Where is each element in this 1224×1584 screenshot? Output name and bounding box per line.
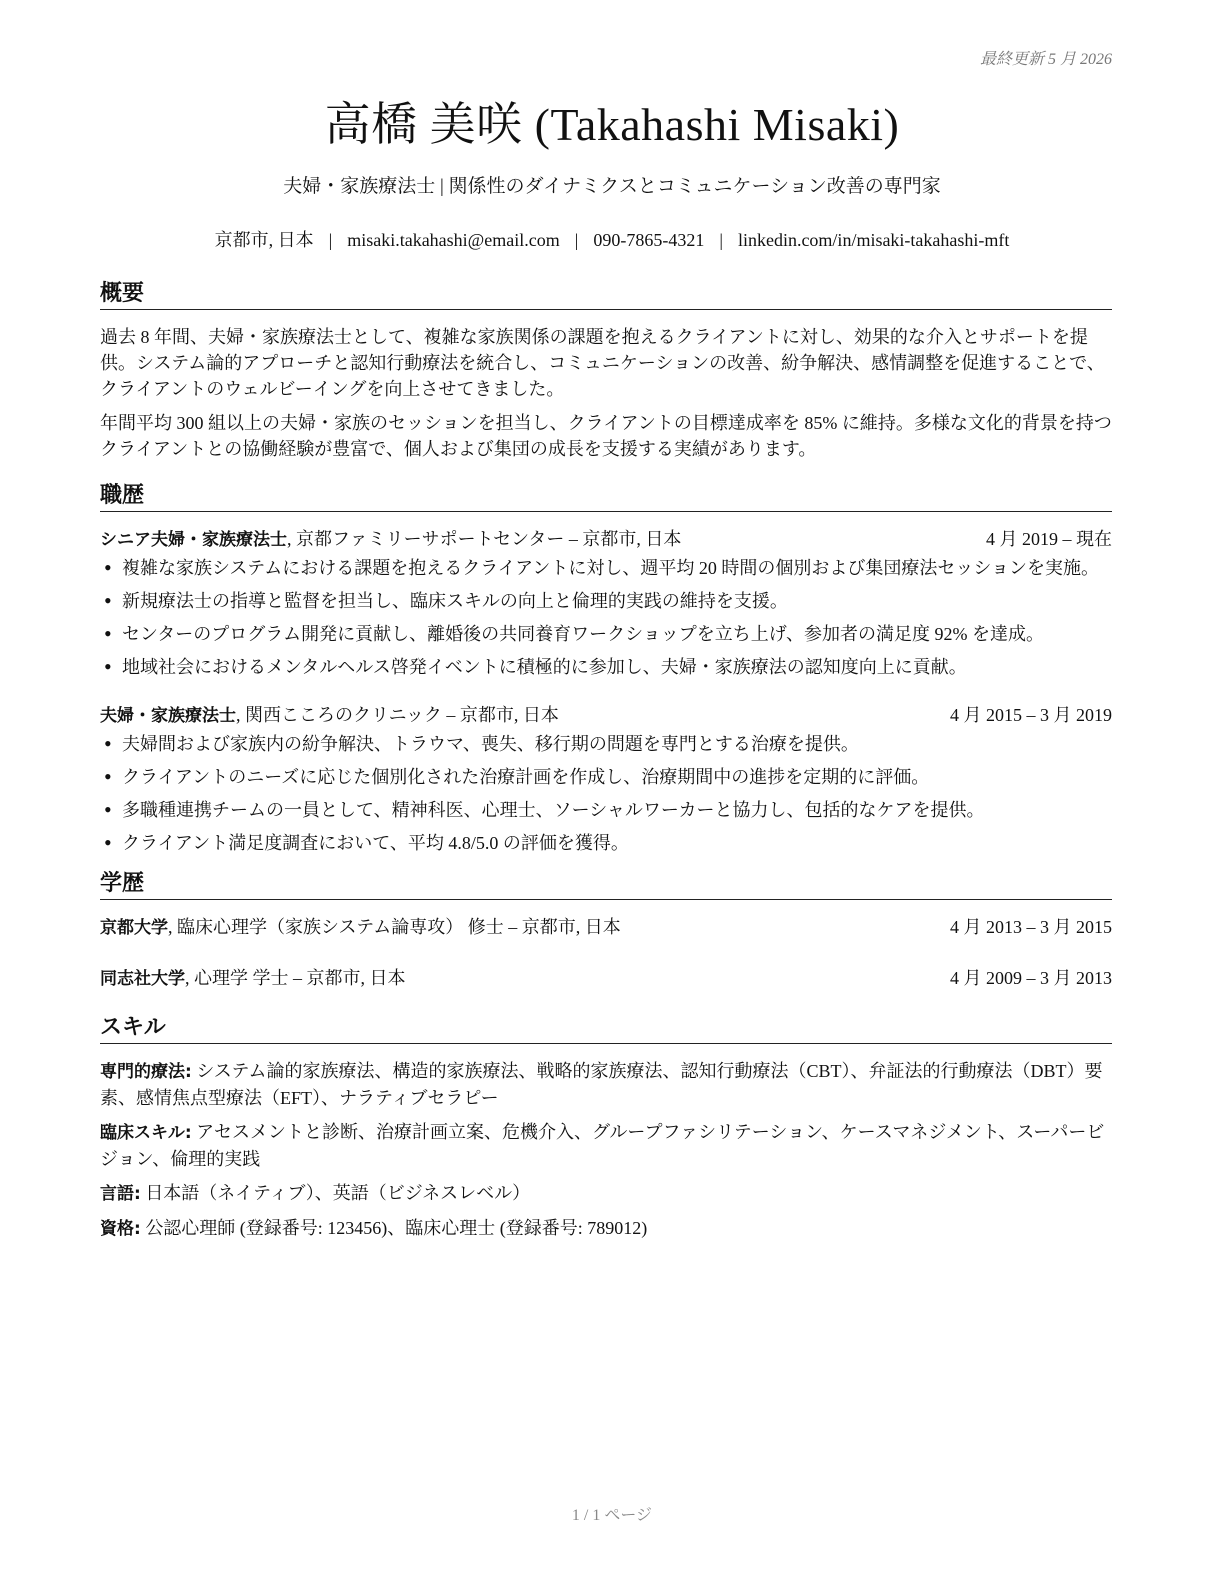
separator: | [328,230,333,250]
skill-label: 臨床スキル: [100,1123,192,1143]
school-name: 京都大学 [100,918,168,938]
skill-text: 公認心理師 (登録番号: 123456)、臨床心理士 (登録番号: 789012) [140,1218,648,1238]
list-item: • 夫婦間および家族内の紛争解決、トラウマ、喪失、移行期の問題を専門とする治療を提供。 [100,731,1112,757]
education-detail: , 心理学 学士 – 京都市, 日本 [185,968,406,988]
resume-content [100,276,1112,1252]
last-updated: 最終更新 5 月 2026 [979,51,1112,68]
education-dates: 4 月 2009 – 3 月 2013 [950,968,1112,988]
list-item: • 新規療法士の指導と監督を担当し、臨床スキルの向上と倫理的実践の維持を支援。 [100,588,1112,614]
job-dates: 4 月 2019 – 現在 [986,529,1112,549]
section-heading-summary: 概要 [100,276,1112,310]
summary-section [100,276,1112,462]
summary-paragraph: 年間平均 300 組以上の夫婦・家族のセッションを担当し、クライアントの目標達成率を 85% に維持。多様な文化的背景を持つクライアントとの協働経験が豊富で、個人および集団の成長を支援する実績があります。 [100,413,1112,459]
skill-label: 言語: [100,1184,141,1204]
job-header [100,702,1112,729]
experience-section [100,478,1112,856]
list-item: • クライアント満足度調査において、平均 4.8/5.0 の評価を獲得。 [100,830,1112,856]
job-entry [100,702,1112,856]
list-item: • センターのプログラム開発に貢献し、離婚後の共同養育ワークショップを立ち上げ、参加者の満足度 92% を達成。 [100,621,1112,647]
skill-text: アセスメントと診断、治療計画立案、危機介入、グループファシリテーション、ケースマネジメント、スーパービジョン、倫理的実践 [100,1122,1105,1169]
school-name: 同志社大学 [100,969,185,989]
job-org: , 京都ファミリーサポートセンター – 京都市, 日本 [287,529,682,549]
job-header [100,526,1112,553]
list-item: • 多職種連携チームの一員として、精神科医、心理士、ソーシャルワーカーと協力し、包括的なケアを提供。 [100,797,1112,823]
education-detail: , 臨床心理学（家族システム論専攻） 修士 – 京都市, 日本 [168,917,621,937]
skill-label: 専門的療法: [100,1062,192,1082]
job-dates: 4 月 2015 – 3 月 2019 [950,705,1112,725]
skill-text: 日本語（ネイティブ）、英語（ビジネスレベル） [140,1183,531,1203]
skill-line [100,1215,1112,1242]
candidate-name: 高橋 美咲 (Takahashi Misaki) [324,99,900,150]
list-item: • クライアントのニーズに応じた個別化された治療計画を作成し、治療期間中の進捗を定期的に評価。 [100,764,1112,790]
contact-location: 京都市, 日本 [214,230,314,250]
separator: | [574,230,579,250]
job-bullets [100,555,1112,680]
list-item: • 地域社会におけるメンタルヘルス啓発イベントに積極的に参加し、夫婦・家族療法の認知度向上に貢献。 [100,654,1112,680]
skill-text: システム論的家族療法、構造的家族療法、戦略的家族療法、認知行動療法（CBT）、弁証法的行動療法（DBT）要素、感情焦点型療法（EFT）、ナラティブセラピー [100,1061,1103,1108]
skill-line [100,1180,1112,1207]
list-item: • 複雑な家族システムにおける課題を抱えるクライアントに対し、週平均 20 時間の個別および集団療法セッションを実施。 [100,555,1112,581]
page-number: 1 / 1 ページ [571,1507,653,1524]
skill-line [100,1058,1112,1111]
education-dates: 4 月 2013 – 3 月 2015 [950,917,1112,937]
separator: | [719,230,723,250]
contact-phone: 090-7865-4321 [593,230,705,250]
section-heading-experience: 職歴 [100,478,1112,512]
skill-label: 資格: [100,1219,141,1239]
job-entry [100,526,1112,680]
job-org: , 関西こころのクリニック – 京都市, 日本 [236,705,559,725]
education-section [100,866,1112,992]
job-role: 夫婦・家族療法士 [100,706,236,726]
tagline: 夫婦・家族療法士 | 関係性のダイナミクスとコミュニケーション改善の専門家 [283,176,941,197]
education-entry [100,914,1112,941]
skill-line [100,1119,1112,1172]
summary-paragraph: 過去 8 年間、夫婦・家族療法士として、複雑な家族関係の課題を抱えるクライアントに対し、効果的な介入とサポートを提供。システム論的アプローチと認知行動療法を統合し、コミュニケーションの改善、紛争解決、感情調整を促進することで、クライアントのウェルビーイングを向上させてきました。 [100,327,1105,399]
education-entry [100,965,1112,992]
job-role: シニア夫婦・家族療法士 [100,530,287,550]
skills-section [100,1010,1112,1242]
contact-email[interactable]: misaki.takahashi@email.com [347,230,560,250]
job-bullets [100,731,1112,856]
section-heading-skills: スキル [100,1010,1112,1044]
section-heading-education: 学歴 [100,866,1112,900]
contact-linkedin[interactable]: linkedin.com/in/misaki-takahashi-mft [737,230,1010,250]
contact-line [0,226,1224,252]
